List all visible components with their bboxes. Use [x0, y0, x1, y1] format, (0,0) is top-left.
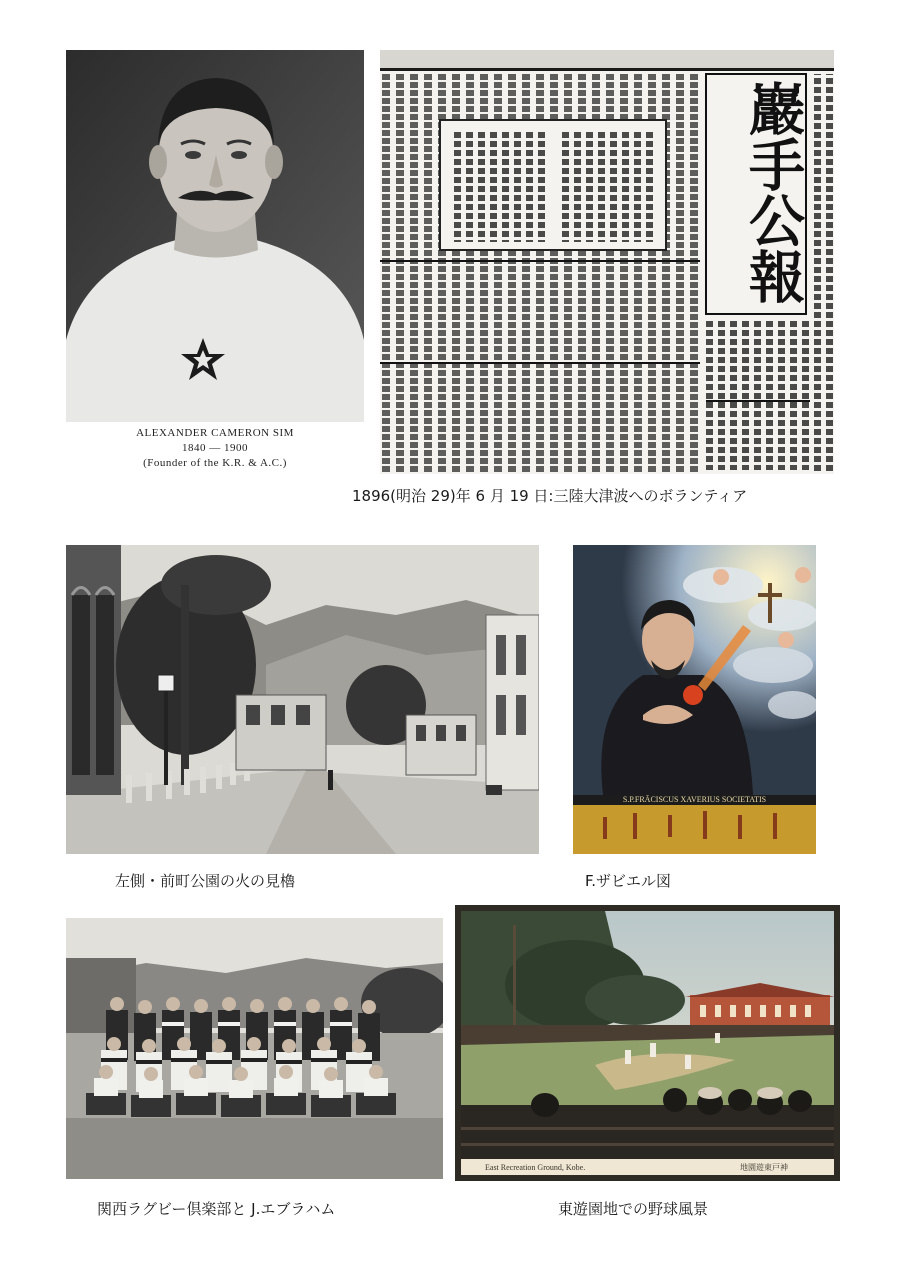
newspaper-caption: 1896(明治 29)年 6 月 19 日:三陸大津波へのボランティア: [352, 487, 748, 505]
portrait-name: ALEXANDER CAMERON SIM: [136, 427, 294, 439]
rugby-caption: 関西ラグビー倶楽部と J.エブラハム: [97, 1200, 336, 1218]
portrait-role: (Founder of the K.R. & A.C.): [143, 457, 287, 469]
rugby-photo: [66, 918, 443, 1179]
baseball-caption: 東遊園地での野球風景: [558, 1200, 709, 1218]
street-caption: 左側・前町公園の火の見櫓: [115, 872, 296, 890]
postcard-caption-left: East Recreation Ground, Kobe.: [485, 1163, 586, 1172]
baseball-postcard: [455, 905, 840, 1181]
postcard-caption-right: 地園遊東戸神: [740, 1163, 788, 1172]
xavier-painting: [573, 545, 816, 854]
xavier-caption: F.ザビエル図: [585, 872, 671, 890]
newspaper-masthead: 巖手公報: [740, 80, 806, 304]
street-photo: [66, 545, 539, 854]
portrait-photo: [66, 50, 364, 422]
newspaper-clipping: [380, 50, 834, 474]
xavier-banner-text: S.P.FRĀCISCUS XAVERIUS SOCIETATIS: [622, 795, 767, 804]
portrait-years: 1840 — 1900: [182, 442, 248, 454]
